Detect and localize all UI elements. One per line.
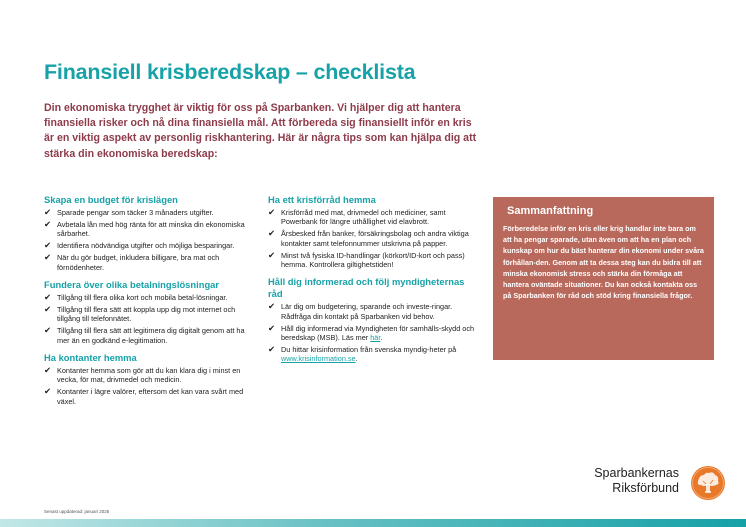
middle-column	[268, 194, 480, 371]
check-icon: ✔	[44, 364, 52, 375]
checklist	[44, 293, 256, 345]
list-item: ✔ Identifiera nödvändiga utgifter och möjliga besparingar.	[44, 240, 235, 251]
footnote: Senast uppdaterad: januari 2025	[44, 509, 110, 514]
intro-text: Din ekonomiska trygghet är viktig för oss på Sparbanken. Vi hjälper dig att hantera finansiella risker och nå dina finansiella mål. Att förbereda sig finansiellt inför en kris är en viktig aspekt av personlig riskhantering. Här är några tips som kan hjälpa dig att stärka din ekonomiska beredskap:	[44, 102, 477, 160]
check-icon: ✔	[268, 207, 276, 217]
check-icon: ✔	[268, 322, 276, 333]
section-title: Håll dig informerad och följ myndigheternas råd	[268, 276, 465, 300]
list-item: ✔ Avbetala lån med hög ränta för att minska din ekonomiska sårbarhet.	[44, 218, 245, 239]
list-item: ✔ Tillgång till flera olika kort och mobila betal-lösningar.	[44, 291, 228, 302]
check-icon: ✔	[268, 301, 276, 312]
section-informed	[268, 276, 480, 363]
section-title: Ha kontanter hemma	[44, 351, 137, 363]
list-item: ✔ Du hittar krisinformation från svenska myndig-heter på www.krisinformation.se.	[268, 344, 457, 364]
section-title: Skapa en budget för krislägen	[44, 194, 178, 205]
summary-box	[493, 197, 714, 360]
logo-line-2: Riksförbund	[612, 481, 679, 495]
list-item: ✔ Kontanter hemma som gör att du kan klara dig i minst en vecka, för mat, drivmedel och medicin.	[44, 364, 241, 385]
krisinformation-link[interactable]: www.krisinformation.se	[281, 354, 356, 364]
checklist	[268, 302, 480, 363]
page-title: Finansiell krisberedskap – checklista	[44, 60, 416, 84]
sparbankernas-logo	[566, 465, 726, 501]
oak-tree-icon	[690, 465, 726, 501]
list-item: ✔ Krisförråd med mat, drivmedel och mediciner, samt Powerbank för längre uthållighet vid elavbrott.	[268, 207, 446, 227]
summary-title: Sammanfattning	[507, 205, 594, 217]
list-item: ✔ Lär dig om budgetering, sparande och investe-ringar. Rådfråga din kontakt på Sparbanken vid behov.	[268, 301, 453, 321]
check-icon: ✔	[268, 344, 276, 355]
check-icon: ✔	[268, 228, 276, 239]
section-title: Ha ett krisförråd hemma	[268, 194, 376, 205]
check-icon: ✔	[44, 291, 52, 302]
list-item: ✔ Sparade pengar som täcker 3 månaders utgifter.	[44, 207, 214, 217]
checklist	[44, 208, 256, 272]
check-icon: ✔	[44, 386, 52, 397]
list-item: ✔ Kontanter i lägre valörer, eftersom det kan vara svårt med växel.	[44, 386, 244, 406]
list-item: ✔ Håll dig informerad via Myndigheten för samhälls-skydd och beredskap (MSB). Läs mer här.	[268, 322, 475, 343]
logo-line-1: Sparbankernas	[594, 466, 679, 480]
left-column	[44, 194, 256, 413]
checklist	[44, 366, 256, 406]
section-supplies	[268, 194, 480, 269]
bottom-bar	[0, 519, 746, 527]
check-icon: ✔	[268, 249, 276, 260]
list-item: ✔ Minst två fysiska ID-handlingar (körkort/ID-kort och pass) hemma. Kontrollera giltighetstiden!	[268, 249, 465, 270]
msb-link[interactable]: här	[370, 333, 381, 343]
list-item: ✔ Årsbesked från banker, försäkringsbolag och andra viktiga kontakter samt telefonnummer utskrivna på papper.	[268, 228, 469, 248]
logo-text	[594, 466, 679, 496]
section-payments	[44, 279, 256, 345]
list-item: ✔ Tillgång till flera sätt att koppla upp dig mot internet och tillgång till telefonnätet.	[44, 303, 236, 324]
check-icon: ✔	[44, 218, 52, 229]
check-icon: ✔	[44, 303, 52, 314]
check-icon: ✔	[44, 207, 52, 217]
check-icon: ✔	[44, 240, 52, 251]
list-item: ✔ Tillgång till flera sätt att legitimera dig digitalt genom att ha mer än en godkänd e-legitimation.	[44, 325, 245, 345]
summary-text: Förberedelse inför en kris eller krig handlar inte bara om att ha pengar sparade, utan även om att ha en plan och kunskap om hur du bäst hanterar din ekonomi under svåra förhållan-den. Genom att ta dessa steg kan du bidra till att minska ekonomisk stress och stärka din förmåga att hantera oväntade situationer. Du kan också kontakta oss på Sparbanken för råd och stöd kring finansiella frågor.	[503, 224, 704, 301]
checklist	[268, 208, 480, 269]
check-icon: ✔	[44, 252, 52, 263]
list-item: ✔ När du gör budget, inkludera billigare, bra mat och förnödenheter.	[44, 252, 220, 272]
section-budget	[44, 194, 256, 272]
section-title: Fundera över olika betalningslösningar	[44, 278, 220, 290]
section-cash	[44, 352, 256, 406]
check-icon: ✔	[44, 325, 52, 336]
